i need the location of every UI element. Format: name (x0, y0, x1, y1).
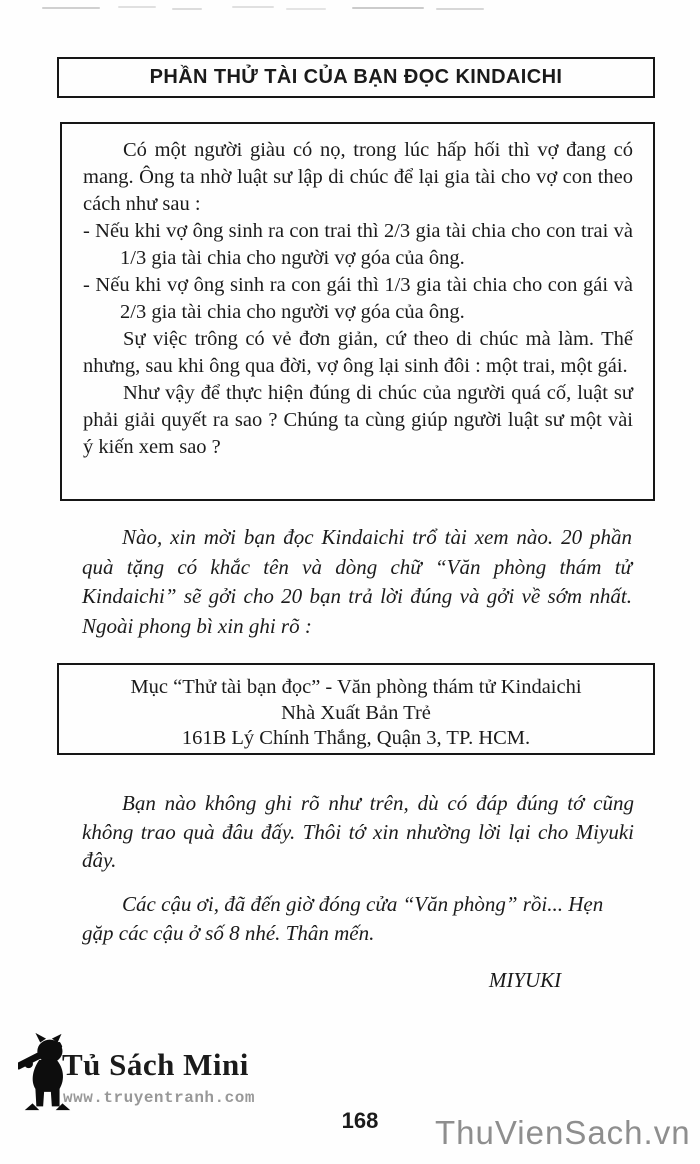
puzzle-text-box (60, 122, 655, 501)
scan-noise-dash (172, 8, 202, 10)
puzzle-paragraph: Có một người giàu có nọ, trong lúc hấp hối thì vợ đang có mang. Ông ta nhờ luật sư lập di chúc để lại gia tài cho vợ con theo cách như sau : (83, 139, 633, 215)
farewell-paragraph: Các cậu ơi, đã đến giờ đóng cửa “Văn phòng” rồi... Hẹn gặp các cậu ở số 8 nhé. Thân mến. (82, 892, 604, 945)
scan-noise-dash (286, 8, 326, 10)
scan-noise-dash (352, 7, 424, 9)
puzzle-paragraph: Như vậy để thực hiện đúng di chúc của người quá cố, luật sư phải giải quyết ra sao ? Chúng ta cùng giúp người luật sư một vài ý kiến xem sao ? (83, 382, 633, 458)
scan-noise-dash (232, 6, 274, 8)
address-line-publisher: Nhà Xuất Bản Trẻ (281, 701, 431, 724)
logo-url: www.truyentranh.com (63, 1089, 255, 1107)
scan-noise-dash (436, 8, 484, 10)
address-line-street: 161B Lý Chính Thắng, Quận 3, TP. HCM. (181, 727, 531, 749)
logo-title: Tủ Sách Mini (62, 1047, 249, 1082)
mailing-address-box (57, 663, 655, 755)
invitation-paragraph: Nào, xin mời bạn đọc Kindaichi trổ tài xem nào. 20 phần quà tặng có khắc tên và dòng chữ “Văn phòng thám tử Kindaichi” sẽ gởi cho 20 bạn trả lời đúng và gởi về sớm nhất. Ngoài phong bì xin ghi rõ : (82, 525, 632, 638)
puzzle-bullet-daughter: - Nếu khi vợ ông sinh ra con gái thì 1/3 gia tài chia cho con gái và 2/3 gia tài chia cho người vợ góa của ông. (83, 274, 633, 323)
page-number: 168 (341, 1108, 379, 1133)
site-watermark: ThuVienSach.vn (435, 1114, 691, 1151)
puzzle-paragraph: Sự việc trông có vẻ đơn giản, cứ theo di chúc mà làm. Thế nhưng, sau khi ông qua đời, vợ ông lại sinh đôi : một trai, một gái. (83, 328, 633, 377)
section-title-box (57, 57, 655, 98)
scan-noise-dash (118, 6, 156, 8)
address-line-section: Mục “Thử tài bạn đọc” - Văn phòng thám tử Kindaichi (130, 676, 582, 698)
scan-noise-dash (42, 7, 100, 9)
signature: MIYUKI (488, 968, 562, 992)
page-title: PHẦN THỬ TÀI CỦA BẠN ĐỌC KINDAICHI (149, 66, 563, 88)
puzzle-bullet-son: - Nếu khi vợ ông sinh ra con trai thì 2/3 gia tài chia cho con trai và 1/3 gia tài chia cho người vợ góa của ông. (83, 220, 633, 269)
note-paragraph: Bạn nào không ghi rõ như trên, dù có đáp đúng tớ cũng không trao quà đâu đấy. Thôi tớ xin nhường lời lại cho Miyuki đây. (82, 791, 634, 872)
